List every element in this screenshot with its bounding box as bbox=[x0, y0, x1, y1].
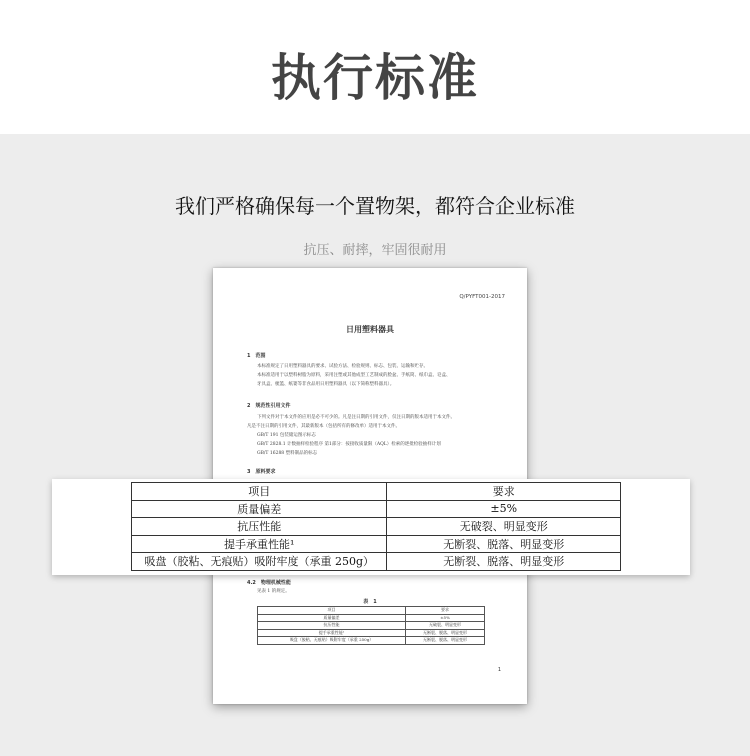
table-row bbox=[258, 637, 485, 645]
document-text-line: 牙具盒、梳篮、纸篓等非食品用日用塑料器具（以下简称塑料器具）。 bbox=[257, 382, 395, 387]
table-header-row bbox=[258, 607, 485, 615]
table-header-cell: 项目 bbox=[132, 483, 387, 501]
document-title: 日用塑料器具 bbox=[346, 325, 394, 334]
table-cell: 无断裂、脱落、明显变形 bbox=[406, 637, 485, 645]
table-cell: 无断裂、脱落、明显变形 bbox=[387, 553, 621, 571]
table-cell: 抗压性能 bbox=[258, 622, 406, 630]
table-cell: 吸盘（胶粘、无痕贴）吸附牢度（承重 250g） bbox=[258, 637, 406, 645]
table-cell: 质量偏差 bbox=[258, 614, 406, 622]
section-heading: 3 原料要求 bbox=[247, 469, 276, 475]
table-cell: 无破裂、明显变形 bbox=[406, 622, 485, 630]
table-row bbox=[132, 518, 621, 536]
document-text-line: 凡是不注日期的引用文件，其最新版本（包括所有的修改单）适用于本文件。 bbox=[247, 424, 400, 429]
document-text-line: 下列文件对于本文件的应用是必不可少的。凡是注日期的引用文件，仅注日期的版本适用于本文件。 bbox=[257, 415, 455, 420]
highlight-band bbox=[52, 479, 690, 575]
table-header-cell: 要求 bbox=[387, 483, 621, 501]
table-cell: ±5% bbox=[406, 614, 485, 622]
page-number: 1 bbox=[497, 667, 501, 673]
table-header-cell: 要求 bbox=[406, 607, 485, 615]
table-row bbox=[258, 622, 485, 630]
document-code: Q/PYFT001-2017 bbox=[459, 294, 505, 300]
table-cell: 无断裂、脱落、明显变形 bbox=[406, 629, 485, 637]
table-cell: ±5% bbox=[387, 500, 621, 518]
section-heading: 2 规范性引用文件 bbox=[247, 403, 291, 409]
table-row bbox=[258, 629, 485, 637]
table-row bbox=[132, 500, 621, 518]
table-cell: 提手承重性能¹ bbox=[132, 535, 387, 553]
document-text-line: 本标准适用于以塑料树脂为原料，采用注塑或其他成型工艺制成的脸盆、手纸筒、纸巾盒、皂盒、 bbox=[257, 373, 451, 378]
table-row bbox=[258, 614, 485, 622]
header-banner bbox=[0, 0, 750, 134]
page-title: 执行标准 bbox=[271, 49, 479, 107]
section-heading: 1 范围 bbox=[247, 353, 266, 359]
section-heading: 4.2 物理机械性能 bbox=[247, 580, 291, 586]
document-text-line: GB/T 191 包装储运图示标志 bbox=[257, 433, 316, 438]
table-header-cell: 项目 bbox=[258, 607, 406, 615]
document-text-line: GB/T 16288 塑料制品的标志 bbox=[257, 451, 318, 456]
document-text-line: GB/T 2828.1 计数抽样检验程序 第1部分：按接收质量限（AQL）检索的逐批检验抽样计划 bbox=[257, 442, 441, 447]
subtagline: 抗压、耐摔，牢固很耐用 bbox=[303, 243, 447, 258]
table-row bbox=[132, 535, 621, 553]
table-cell: 吸盘（胶粘、无痕贴）吸附牢度（承重 250g） bbox=[132, 553, 387, 571]
table-cell: 质量偏差 bbox=[132, 500, 387, 518]
mini-spec-table bbox=[257, 606, 485, 645]
document-text-line: 见表 1 的规定。 bbox=[257, 589, 290, 594]
spec-table-enlarged bbox=[131, 482, 621, 571]
table-cell: 无破裂、明显变形 bbox=[387, 518, 621, 536]
table-header-row bbox=[132, 483, 621, 501]
table-caption: 表 1 bbox=[363, 599, 377, 605]
table-row bbox=[132, 553, 621, 571]
tagline: 我们严格确保每一个置物架，都符合企业标准 bbox=[175, 194, 575, 218]
document-text-line: 本标准规定了日用塑料器具的要求、试验方法、检验规则、标志、包装、运输和贮存。 bbox=[257, 364, 428, 369]
table-cell: 无断裂、脱落、明显变形 bbox=[387, 535, 621, 553]
table-cell: 抗压性能 bbox=[132, 518, 387, 536]
table-cell: 提手承重性能¹ bbox=[258, 629, 406, 637]
